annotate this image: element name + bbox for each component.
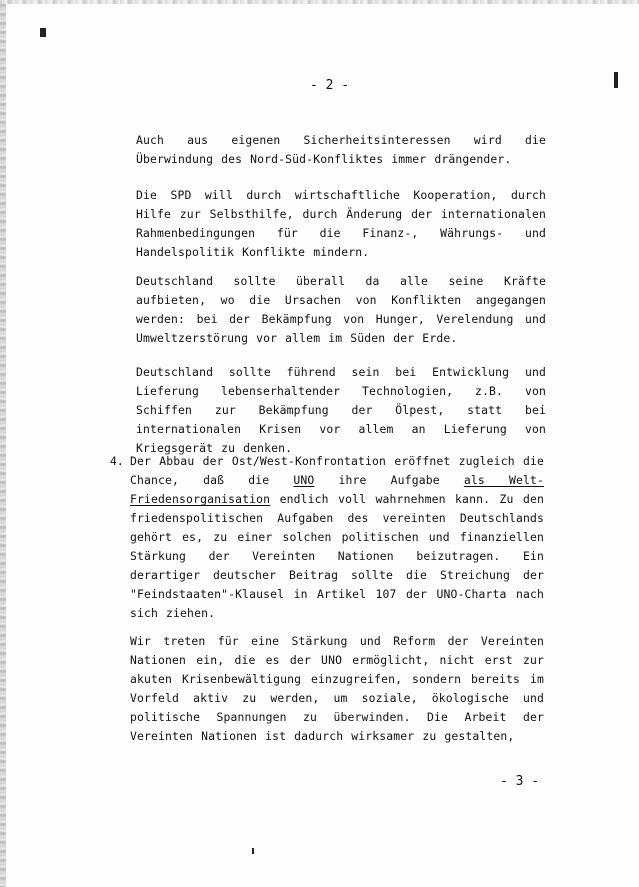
list-item-number: 4.: [110, 454, 124, 468]
uno-text-part2: ihre Aufgabe: [314, 473, 464, 487]
page-number: - 2 -: [310, 78, 350, 93]
paragraph-germany-technology: Deutschland sollte führend sein bei Entwicklung und Lieferung lebenserhaltender Technologien, z.B. von Schiffen zur Bekämpfung der Ölpest, statt bei internationalen Krisen vor allem an Lieferung von Kriegsgerät zu denken.: [136, 365, 546, 455]
paragraph-un-reform: Wir treten für eine Stärkung und Reform der Vereinten Nationen ein, die es der UNO ermöglicht, nicht erst zur akuten Krisenbewältigung einzugreifen, sondern bereits im Vorfeld aktiv zu werden, um soziale, ökologische und politische Spannungen zu überwinden. Die Arbeit der Vereinten Nationen ist dadurch wirksamer zu gestalten,: [130, 634, 544, 743]
scan-edge-top: [0, 0, 639, 4]
scan-speck-right: [614, 72, 618, 88]
uno-text-part1: Der Abbau der Ost/West-Konfrontation eröffnet zugleich die Chance, daß die: [130, 454, 544, 487]
peace-organisation-underlined: als Welt-Friedensorganisation: [130, 473, 544, 506]
uno-underlined: UNO: [293, 473, 315, 487]
next-page-marker: - 3 -: [500, 774, 540, 789]
paragraph-uno-role: [130, 452, 544, 623]
paragraph-north-south: Auch aus eigenen Sicherheitsinteressen wird die Überwindung des Nord-Süd-Konfliktes immer drängender.: [136, 133, 546, 166]
scan-speck-bottom: [252, 848, 254, 854]
paragraph-germany-causes: Deutschland sollte überall da alle seine Kräfte aufbieten, wo die Ursachen von Konflikten angegangen werden: bei der Bekämpfung von Hunger, Verelendung und Umweltzerstörung vor allem im Süden der Erde.: [136, 274, 546, 345]
uno-text-part3: endlich voll wahrnehmen kann. Zu den friedenspolitischen Aufgaben des vereinten Deutschlands gehört es, zu einer solchen politischen und finanziellen Stärkung der Vereinten Nationen beizutragen. Ein derartiger deutscher Beitrag sollte die Streichung der "Feindstaaten"-Klausel in Artikel 107 der UNO-Charta nach sich ziehen.: [130, 492, 544, 620]
scan-speck-top-left: [40, 28, 46, 37]
paragraph-spd-cooperation: Die SPD will durch wirtschaftliche Kooperation, durch Hilfe zur Selbsthilfe, durch Änderung der internationalen Rahmenbedingungen für die Finanz-, Währungs- und Handelspolitik Konflikte mindern.: [136, 188, 546, 259]
scan-edge-left: [0, 0, 6, 887]
